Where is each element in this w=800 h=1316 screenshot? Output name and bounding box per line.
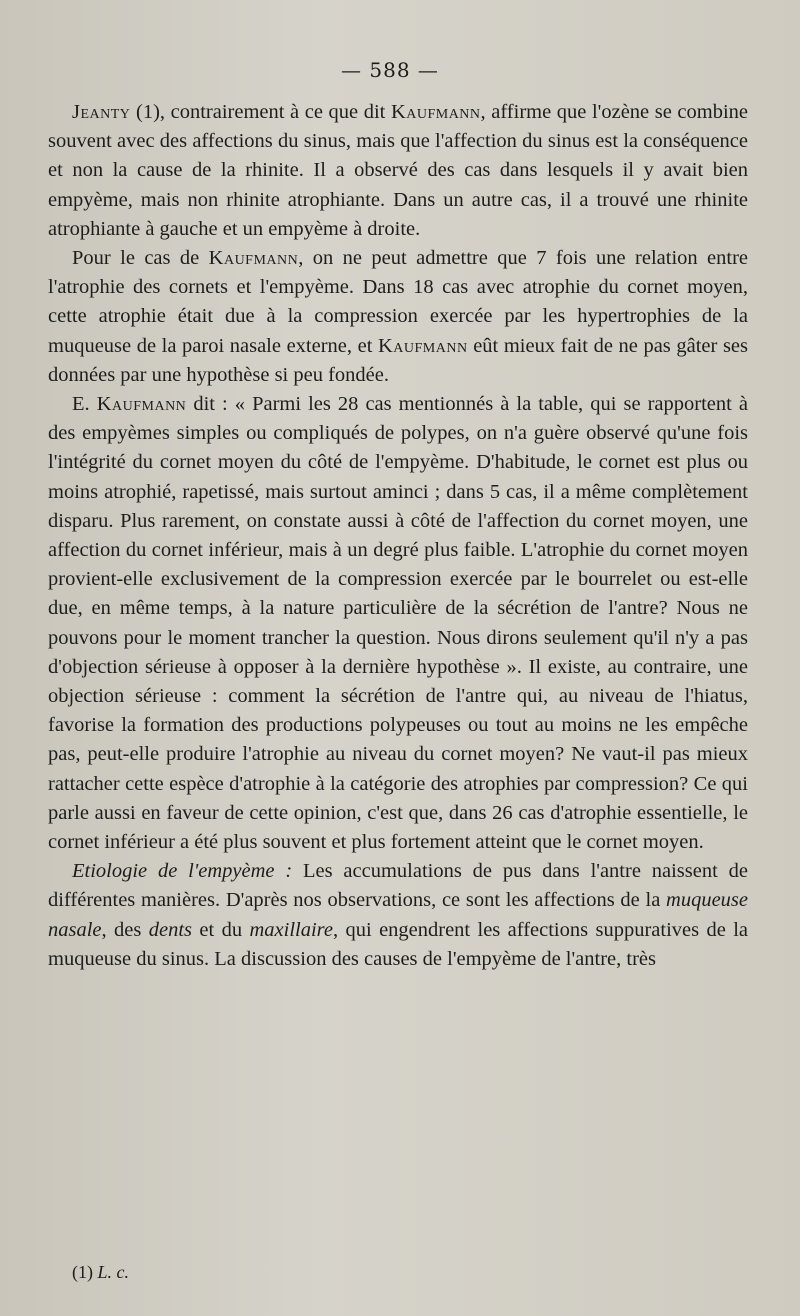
paragraph-3-text-b: dit : « Parmi les 28 cas mentionnés à la table, qui se rapportent à des empyèmes simples ou compliqués de polypes, on n'a guère observé qu'une fois l'intégrité du cornet moyen du côté de l'empyème. D'habitude, le cornet est plus ou moins atrophié, rapetissé, mais surtout aminci ; dans 5 cas, il a même complètement disparu. Plus rarement, on constate aussi à côté de l'affection du cornet moyen, une affection du cornet inférieur, mais à un degré plus faible. L'atrophie du cornet moyen provient-elle exclusivement de la compression exercée par le bourrelet ou est-elle due, en même temps, à la nature particulière de la sécrétion de l'antre? Nous ne pouvons pour le moment trancher la question. Nous dirons seulement qu'il n'y a pas d'objection sérieuse à opposer à la dernière hypothèse ». Il existe, au contraire, une objection sérieuse : comment la sécrétion de l'antre qui, au niveau de l'hiatus, favorise la formation des productions polypeuses ou tout au moins ne les empêche pas, peut-elle produire l'atrophie au niveau du cornet moyen? Ne vaut-il pas mieux rattacher cette espèce d'atrophie à la catégorie des atrophies par compression? Ce qui parle aussi en faveur de cette opinion, c'est que, dans 26 cas d'atrophie essentielle, le cornet inférieur a été plus souvent et plus fortement atteint que le cornet moyen. xyxy=(48,393,748,854)
paragraph-1-text-b: , affirme que l'ozène se combine souvent avec des affections du sinus, mais que l'affection du sinus est la conséquence et non la cause de la rhinite. Il a observé des cas dans lesquels il y avait bien empyème, mais non rhinite atrophiante. Dans un autre cas, il a trouvé une rhinite atrophiante à gauche et un empyème à droite. xyxy=(48,101,748,240)
author-name: Kaufmann xyxy=(96,393,187,416)
footnote-mark: (1) xyxy=(72,1262,98,1282)
italic-term: muqueuse nasale xyxy=(48,889,748,941)
page-number: — 588 — xyxy=(341,58,439,82)
paragraph-3 xyxy=(48,390,748,857)
italic-term: maxillaire xyxy=(249,918,333,941)
paragraph-4-text-c: et du xyxy=(192,918,250,941)
footnote xyxy=(72,1262,129,1283)
paragraph-3-text-a: E. xyxy=(72,393,97,416)
paragraph-4-text-b: , des xyxy=(101,918,149,941)
paragraph-1 xyxy=(48,98,748,244)
section-heading: Etiologie de l'empyème : xyxy=(72,860,293,883)
page-body xyxy=(48,98,748,974)
paragraph-2-text-c: eût mieux fait de ne pas gâter ses données par une hypothèse si peu fondée. xyxy=(48,334,748,386)
paragraph-4 xyxy=(48,857,748,974)
author-name: Jeanty xyxy=(72,101,131,123)
italic-term: dents xyxy=(148,918,193,941)
footnote-text: L. c. xyxy=(97,1262,129,1282)
paragraph-4-text-a: Les accumulations de pus dans l'antre naissent de différentes manières. D'après nos observations, ce sont les affections de la xyxy=(48,860,748,912)
author-name: Kaufmann xyxy=(378,334,468,357)
paragraph-2-text-a: Pour le cas de xyxy=(72,247,209,270)
paragraph-1-text-a: (1), contrairement à ce que dit xyxy=(130,101,391,123)
author-name: Kaufmann xyxy=(390,101,481,123)
paragraph-2 xyxy=(48,244,748,390)
author-name: Kaufmann xyxy=(208,247,299,270)
paragraph-2-text-b: , on ne peut admettre que 7 fois une relation entre l'atrophie des cornets et l'empyème. Dans 18 cas avec atrophie du cornet moyen, cette atrophie était due à la compression exercée par les hypertrophies de la muqueuse de la paroi nasale externe, et xyxy=(48,247,749,357)
paragraph-4-text-d: , qui engendrent les affections suppuratives de la muqueuse du sinus. La discussion des causes de l'empyème de l'antre, très xyxy=(48,918,749,970)
